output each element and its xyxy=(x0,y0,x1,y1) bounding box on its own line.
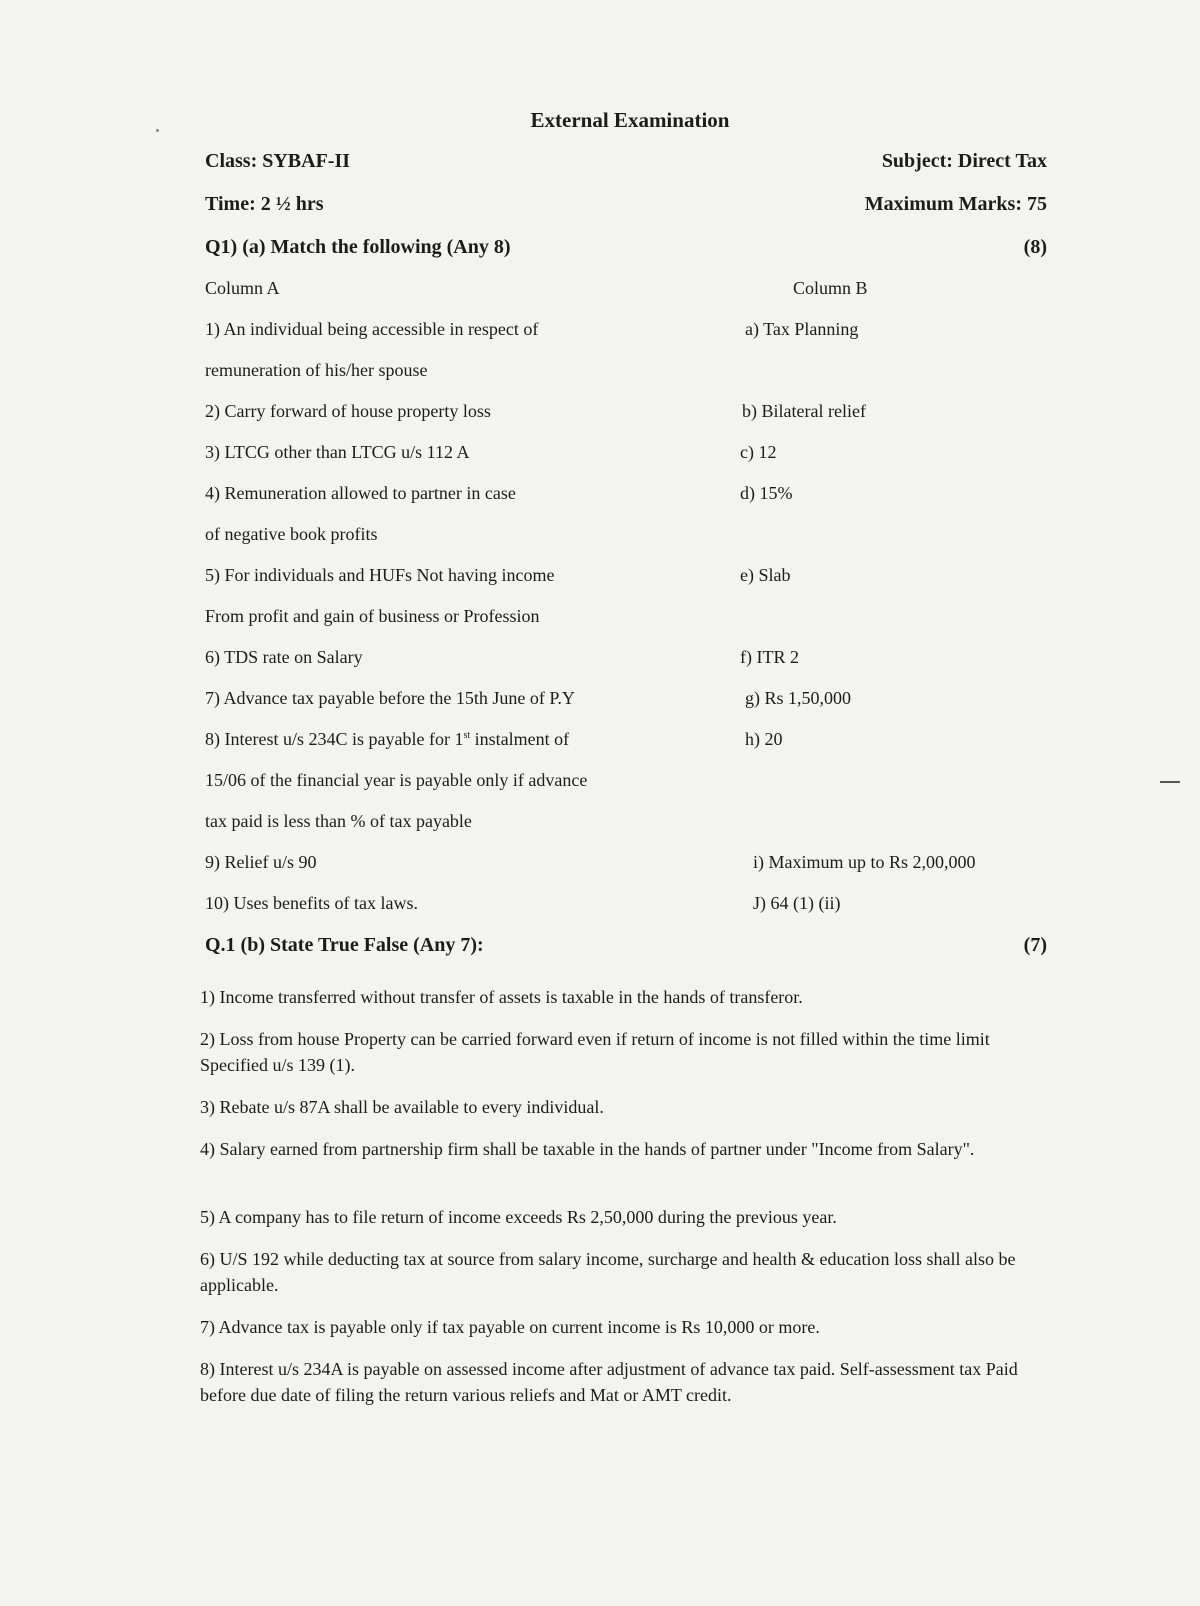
column-b-item: g) Rs 1,50,000 xyxy=(745,688,852,708)
header-row-1 xyxy=(205,150,1047,180)
statement-item: 4) Salary earned from partnership firm shall be taxable in the hands of partner under "Income from Salary". xyxy=(200,1139,975,1159)
column-b-item: f) ITR 2 xyxy=(740,647,799,667)
statement-item: 1) Income transferred without transfer of assets is taxable in the hands of transferor. xyxy=(200,987,803,1007)
q1a-heading: Q1) (a) Match the following (Any 8) xyxy=(205,236,511,258)
column-a-item: 15/06 of the financial year is payable only if advance xyxy=(205,770,588,790)
statement-item: 8) Interest u/s 234A is payable on assessed income after adjustment of advance tax paid. Self-assessment tax Paid before due date of filing the return various reliefs and Mat or AMT credit. xyxy=(200,1359,1018,1405)
q1b-heading-row xyxy=(205,934,1047,964)
match-row xyxy=(205,483,1047,513)
match-row xyxy=(205,811,1047,841)
column-a-item: From profit and gain of business or Profession xyxy=(205,606,540,626)
match-row xyxy=(205,688,1047,718)
column-b-item: c) 12 xyxy=(740,442,777,462)
class-label: Class: SYBAF-II xyxy=(205,150,351,172)
statement-item: 6) U/S 192 while deducting tax at source from salary income, surcharge and health & education loss shall also be applicable. xyxy=(200,1249,1016,1295)
match-row xyxy=(205,442,1047,472)
exam-title: External Examination xyxy=(530,108,730,132)
match-row xyxy=(205,524,1047,554)
header-row-2 xyxy=(205,193,1047,223)
column-b-item: b) Bilateral relief xyxy=(742,401,866,421)
column-a-item: of negative book profits xyxy=(205,524,378,544)
match-row xyxy=(205,606,1047,636)
q1b-marks: (7) xyxy=(1023,934,1047,956)
q1a-marks: (8) xyxy=(1023,236,1047,258)
statement-item: 7) Advance tax is payable only if tax payable on current income is Rs 10,000 or more. xyxy=(200,1317,820,1337)
column-b-item: a) Tax Planning xyxy=(745,319,859,339)
subject-label: Subject: Direct Tax xyxy=(881,150,1047,172)
match-row xyxy=(205,893,1047,923)
time-label: Time: 2 ½ hrs xyxy=(205,193,324,215)
column-a-item: 7) Advance tax payable before the 15th June of P.Y xyxy=(205,688,575,708)
column-a-header: Column A xyxy=(205,278,280,298)
column-a-item: 5) For individuals and HUFs Not having income xyxy=(205,565,555,585)
column-a-item: 3) LTCG other than LTCG u/s 112 A xyxy=(205,442,470,462)
column-b-item: J) 64 (1) (ii) xyxy=(753,893,841,913)
column-b-item: e) Slab xyxy=(740,565,791,585)
column-a-item: 6) TDS rate on Salary xyxy=(205,647,363,667)
column-a-item: 2) Carry forward of house property loss xyxy=(205,401,491,421)
column-a-item: 1) An individual being accessible in respect of xyxy=(205,319,539,339)
scan-edge-mark xyxy=(1160,781,1180,783)
column-headers xyxy=(205,278,1047,308)
match-row xyxy=(205,360,1047,390)
match-row xyxy=(205,319,1047,349)
statement-item: 3) Rebate u/s 87A shall be available to every individual. xyxy=(200,1097,604,1117)
match-row xyxy=(205,565,1047,595)
match-row xyxy=(205,729,1047,759)
column-b-item: d) 15% xyxy=(740,483,793,503)
q1a-heading-row xyxy=(205,236,1047,266)
statement-item: 5) A company has to file return of income exceeds Rs 2,50,000 during the previous year. xyxy=(200,1207,837,1227)
column-a-item: 4) Remuneration allowed to partner in case xyxy=(205,483,516,503)
column-a-item: 9) Relief u/s 90 xyxy=(205,852,317,872)
column-b-header: Column B xyxy=(793,278,868,298)
match-row xyxy=(205,852,1047,882)
column-a-item: 8) Interest u/s 234C is payable for 1st instalment of xyxy=(205,729,570,749)
column-b-item: h) 20 xyxy=(745,729,783,749)
max-marks-label: Maximum Marks: 75 xyxy=(864,193,1047,215)
match-row xyxy=(205,770,1047,800)
column-a-item: 10) Uses benefits of tax laws. xyxy=(205,893,418,913)
column-a-item: tax paid is less than % of tax payable xyxy=(205,811,472,831)
match-row xyxy=(205,647,1047,677)
statement-item: 2) Loss from house Property can be carried forward even if return of income is not filled within the time limit Specified u/s 139 (1). xyxy=(200,1029,990,1075)
q1b-heading: Q.1 (b) State True False (Any 7): xyxy=(205,934,484,956)
column-a-item: remuneration of his/her spouse xyxy=(205,360,428,380)
match-row xyxy=(205,401,1047,431)
column-b-item: i) Maximum up to Rs 2,00,000 xyxy=(753,852,976,872)
